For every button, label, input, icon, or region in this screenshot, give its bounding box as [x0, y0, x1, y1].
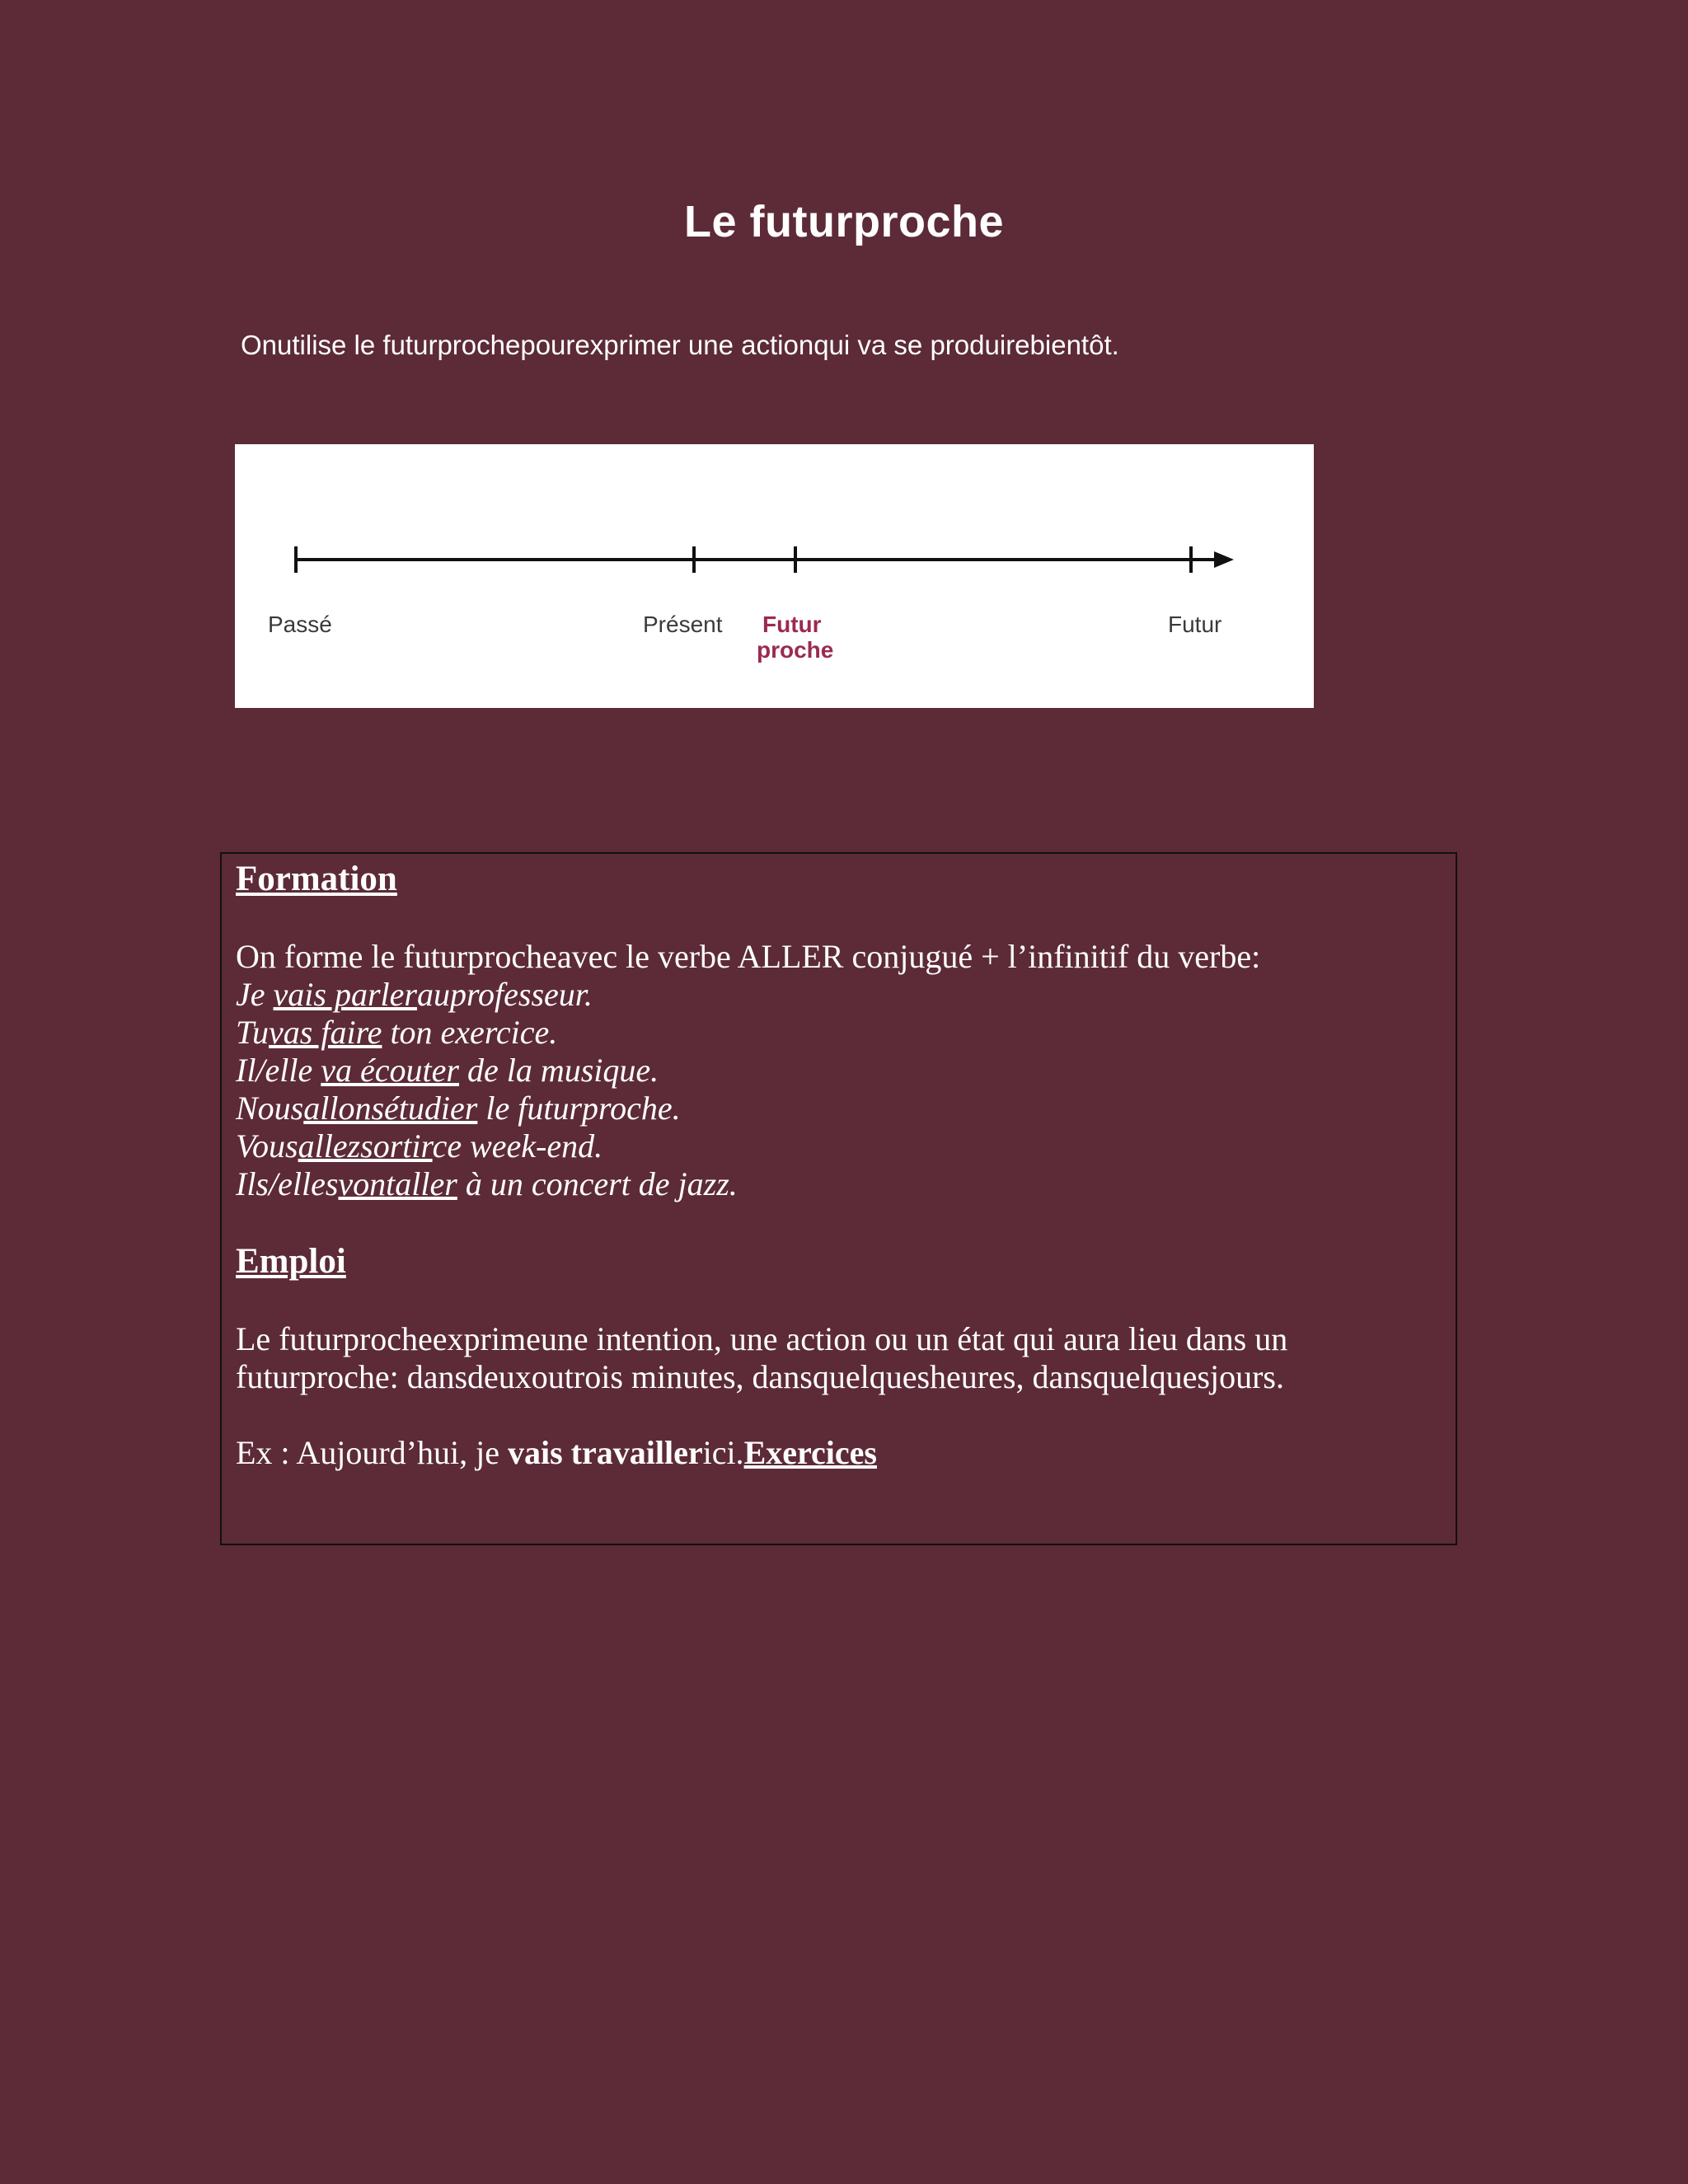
- example-bold-verb: vais travailler: [507, 1434, 703, 1471]
- example-rest: à un concert de jazz.: [457, 1165, 738, 1202]
- example-verb: allonsétudier: [303, 1090, 478, 1127]
- label-passe: Passé: [268, 612, 332, 637]
- example-line-je: [236, 976, 1439, 1014]
- spacer: [236, 1203, 1439, 1241]
- example-line-il-elle: [236, 1052, 1439, 1090]
- example-verb: vontaller: [338, 1165, 457, 1202]
- spacer: [236, 1396, 1439, 1434]
- grammar-box-content: [236, 859, 1439, 1472]
- example-verb: vais parler: [273, 976, 417, 1013]
- label-present: Présent: [643, 612, 723, 637]
- formation-rule: On forme le futurprocheavec le verbe ALLER conjugué + l’infinitif du verbe:: [236, 938, 1261, 975]
- example-verb: allezsortir: [298, 1127, 433, 1165]
- example-subject: Tu: [236, 1014, 270, 1051]
- example-subject: Je: [236, 976, 274, 1013]
- label-futur: Futur: [1168, 612, 1222, 637]
- spacer: [236, 900, 1439, 938]
- example-line-ils-elles: [236, 1165, 1439, 1203]
- intro-text: Onutilise le futurprochepourexprimer une actionqui va se produirebientôt.: [241, 330, 1119, 360]
- example-subject: Vous: [236, 1127, 298, 1165]
- label-futur-proche-line1: Futur: [762, 612, 822, 637]
- exercises-link[interactable]: Exercices: [743, 1434, 877, 1471]
- example-line-tu: [236, 1014, 1439, 1052]
- emploi-heading: Emploi: [236, 1242, 346, 1281]
- label-futur-proche-line2: proche: [757, 637, 834, 663]
- formation-heading: Formation: [236, 860, 397, 898]
- example-rest: auprofesseur.: [416, 976, 593, 1013]
- example-verb: vas faire: [269, 1014, 382, 1051]
- example-line-nous: [236, 1090, 1439, 1127]
- timeline-svg: [235, 444, 1314, 708]
- example-rest: le futurproche.: [477, 1090, 681, 1127]
- example-rest: ce week-end.: [432, 1127, 603, 1165]
- emploi-text-line1: Le futurprocheexprimeune intention, une action ou un état qui aura lieu dans un: [236, 1320, 1288, 1357]
- timeline-figure: [235, 444, 1314, 708]
- grammar-box: [220, 852, 1457, 1545]
- example-subject: Ils/elles: [236, 1165, 339, 1202]
- example-subject: Il/elle: [236, 1052, 321, 1089]
- example-rest: ton exercice.: [382, 1014, 558, 1051]
- example-subject: Nous: [236, 1090, 304, 1127]
- example-prefix: Ex : Aujourd’hui, je: [236, 1434, 508, 1471]
- example-verb: va écouter: [321, 1052, 459, 1089]
- arrowhead-icon: [1214, 551, 1234, 568]
- emploi-text-line2: futurproche: dansdeuxoutrois minutes, dansquelquesheures, dansquelquesjours.: [236, 1358, 1284, 1395]
- example-line-vous: [236, 1127, 1439, 1165]
- example-rest: de la musique.: [458, 1052, 659, 1089]
- example-suffix: ici.: [702, 1434, 744, 1471]
- emploi-example: [236, 1434, 1439, 1472]
- page-title: Le futurproche: [683, 197, 1004, 246]
- spacer: [236, 1282, 1439, 1320]
